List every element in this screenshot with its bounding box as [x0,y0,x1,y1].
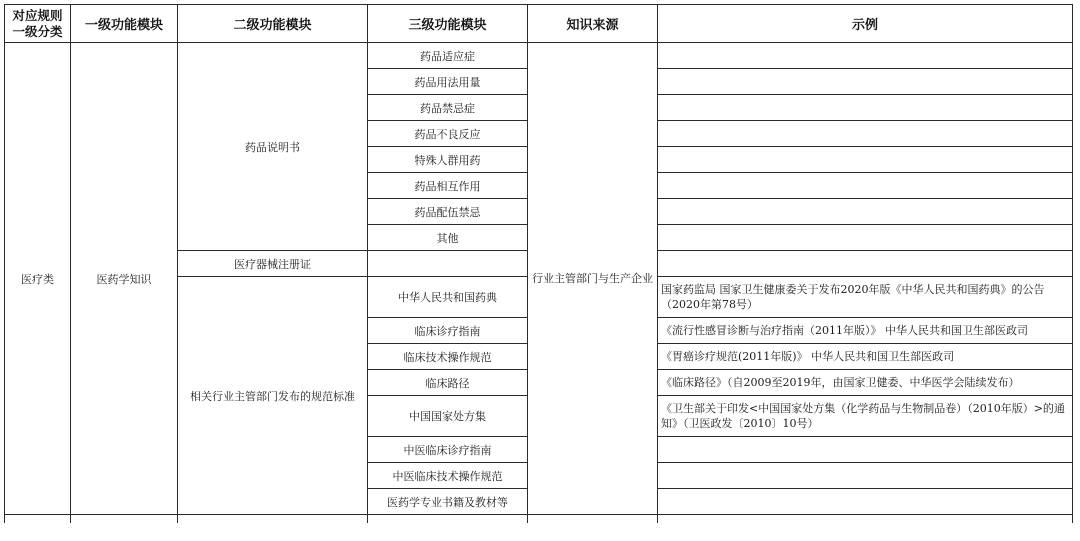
example-cell: 国家药监局 国家卫生健康委关于发布2020年版《中华人民共和国药典》的公告（2020年第78号） [658,277,1073,318]
continuation-cell [528,515,658,524]
header-row [5,5,1073,43]
example-cell: 《卫生部关于印发<中国国家处方集（化学药品与生物制品卷）（2010年版）>的通知》（卫医政发〔2010〕10号） [658,396,1073,437]
level3-cell: 中国国家处方集 [368,396,528,437]
example-cell: 《胃癌诊疗规范(2011年版)》 中华人民共和国卫生部医政司 [658,344,1073,370]
example-cell [658,437,1073,463]
level3-cell: 医药学专业书籍及教材等 [368,489,528,515]
level3-cell: 临床诊疗指南 [368,318,528,344]
level3-cell: 其他 [368,225,528,251]
function-module-table [4,4,1073,523]
level3-cell: 药品配伍禁忌 [368,199,528,225]
level3-cell: 中医临床技术操作规范 [368,463,528,489]
level2-cell: 相关行业主管部门发布的规范标准 [178,277,368,515]
continuation-cell [368,515,528,524]
level3-cell [368,251,528,277]
header-example: 示例 [658,5,1073,43]
example-cell: 《流行性感冒诊断与治疗指南（2011年版）》 中华人民共和国卫生部医政司 [658,318,1073,344]
level1-cell: 医药学知识 [71,43,178,515]
example-cell [658,199,1073,225]
header-level2: 二级功能模块 [178,5,368,43]
example-cell [658,489,1073,515]
level3-cell: 中华人民共和国药典 [368,277,528,318]
level3-cell: 药品不良反应 [368,121,528,147]
example-cell: 《临床路径》（自2009至2019年，由国家卫健委、中华医学会陆续发布） [658,370,1073,396]
level3-cell: 药品禁忌症 [368,95,528,121]
document-page [4,4,1073,523]
example-cell [658,43,1073,69]
level3-cell: 药品用法用量 [368,69,528,95]
example-cell [658,463,1073,489]
level3-cell: 中医临床诊疗指南 [368,437,528,463]
continuation-cell [71,515,178,524]
example-cell [658,121,1073,147]
header-level3: 三级功能模块 [368,5,528,43]
example-cell [658,173,1073,199]
continuation-cell [178,515,368,524]
level3-cell: 特殊人群用药 [368,147,528,173]
source-cell: 行业主管部门与生产企业 [528,43,658,515]
level3-cell: 药品相互作用 [368,173,528,199]
header-level1: 一级功能模块 [71,5,178,43]
header-source: 知识来源 [528,5,658,43]
level3-cell: 药品适应症 [368,43,528,69]
continuation-cell [658,515,1073,524]
example-cell [658,69,1073,95]
level3-cell: 临床技术操作规范 [368,344,528,370]
example-cell [658,251,1073,277]
example-cell [658,147,1073,173]
example-cell [658,95,1073,121]
header-category: 对应规则 一级分类 [5,5,71,43]
category-cell: 医疗类 [5,43,71,515]
level2-cell: 药品说明书 [178,43,368,251]
example-cell [658,225,1073,251]
table-row-continuation [5,515,1073,524]
level3-cell: 临床路径 [368,370,528,396]
continuation-cell [5,515,71,524]
table-row [5,43,1073,69]
level2-cell: 医疗器械注册证 [178,251,368,277]
